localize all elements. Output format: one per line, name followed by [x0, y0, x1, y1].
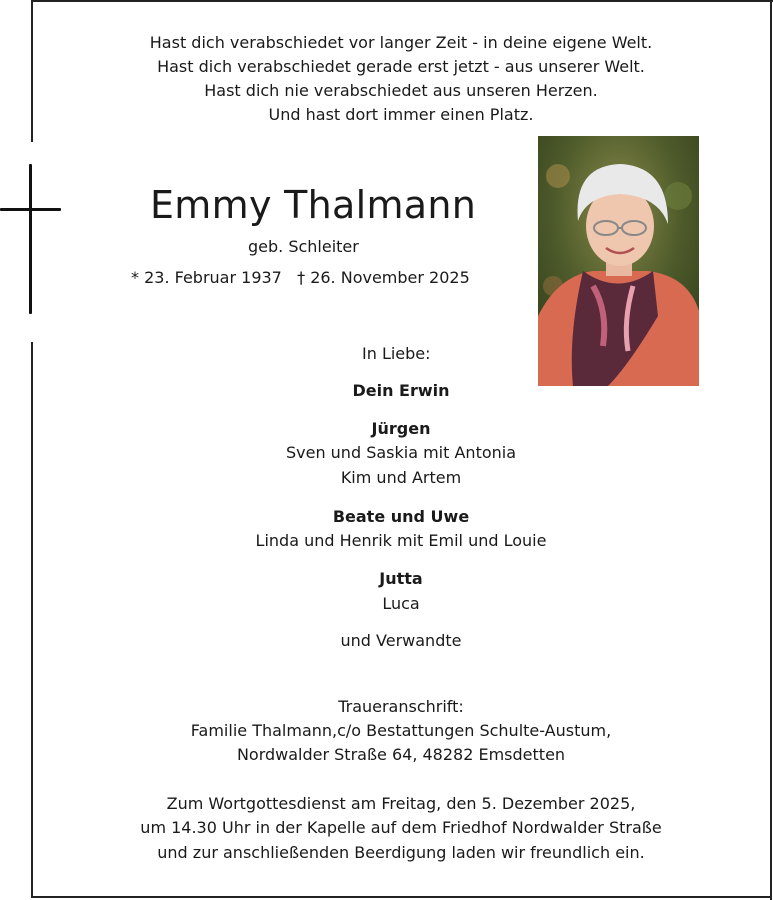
portrait-illustration	[538, 136, 699, 386]
family1-line1: Sven und Saskia mit Antonia	[285, 443, 517, 462]
cross-horizontal-bar	[0, 208, 61, 211]
family1-head: Jürgen	[371, 419, 431, 438]
deceased-name: Emmy Thalmann	[150, 183, 477, 227]
mourners-intro: In Liebe:	[362, 344, 431, 363]
maiden-name: geb. Schleiter	[248, 237, 359, 256]
portrait-photo	[538, 136, 699, 386]
mourner-spouse: Dein Erwin	[352, 381, 450, 400]
address-line-1: Familie Thalmann,c/o Bestattungen Schulte-Austum,	[190, 721, 612, 740]
family3-head: Jutta	[379, 569, 423, 588]
life-dates: * 23. Februar 1937 † 26. November 2025	[131, 268, 470, 287]
family2-head: Beate und Uwe	[332, 507, 470, 526]
poem-line-3: Hast dich nie verabschiedet aus unseren Herzen.	[204, 81, 598, 100]
service-line-1: Zum Wortgottesdienst am Freitag, den 5. Dezember 2025,	[166, 794, 636, 813]
service-line-3: und zur anschließenden Beerdigung laden wir freundlich ein.	[157, 843, 645, 862]
service-line-2: um 14.30 Uhr in der Kapelle auf dem Friedhof Nordwalder Straße	[140, 818, 662, 837]
family3-line1: Luca	[382, 594, 420, 613]
frame-border-bottom	[31, 896, 771, 898]
frame-border-top	[31, 0, 773, 2]
poem-line-1: Hast dich verabschiedet vor langer Zeit - in deine eigene Welt.	[149, 33, 653, 52]
cross-vertical-bar	[29, 164, 32, 314]
poem-line-2: Hast dich verabschiedet gerade erst jetzt - aus unserer Welt.	[157, 57, 645, 76]
address-label: Traueranschrift:	[338, 697, 464, 716]
family2-line1: Linda und Henrik mit Emil und Louie	[255, 531, 547, 550]
relatives: und Verwandte	[340, 631, 462, 650]
poem-line-4: Und hast dort immer einen Platz.	[268, 105, 534, 124]
family1-line2: Kim und Artem	[340, 468, 462, 487]
address-line-2: Nordwalder Straße 64, 48282 Emsdetten	[236, 745, 566, 764]
